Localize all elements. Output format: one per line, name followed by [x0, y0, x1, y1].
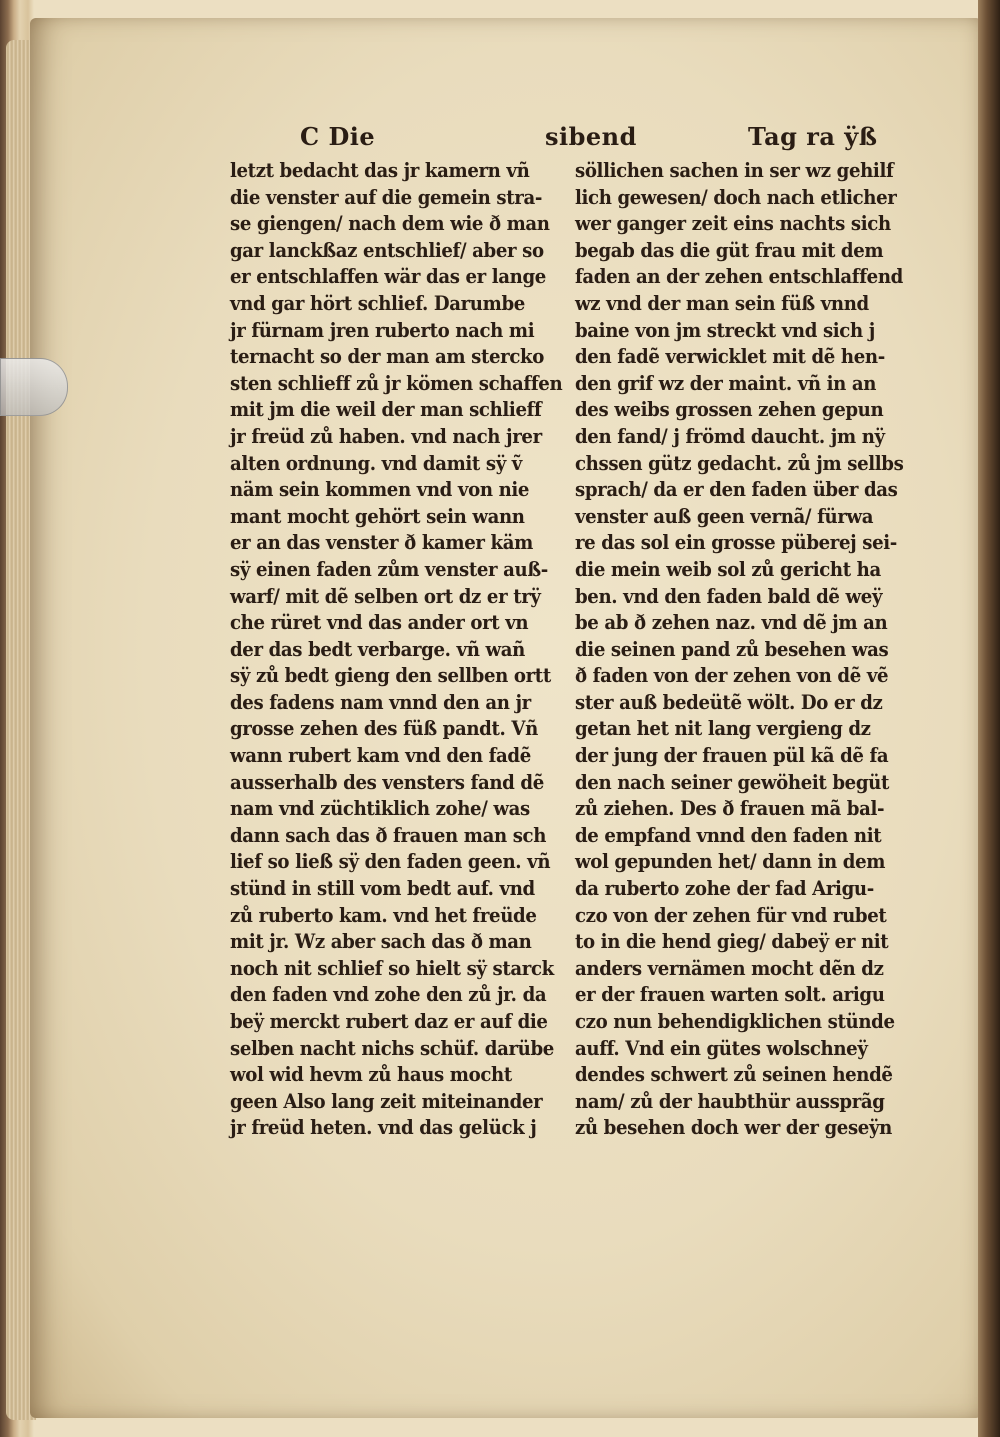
- text-line: sprach/ da er den faden über das: [575, 478, 898, 502]
- text-line: der das bedt verbarge. vñ wañ: [230, 637, 525, 661]
- text-line: wz vnd der man sein füß vnnd: [575, 291, 869, 315]
- text-line: die mein weib sol zů gericht ha: [575, 557, 881, 581]
- text-line: den grif wz der maint. vñ in an: [575, 371, 877, 395]
- text-line: den faden vnd zohe den zů jr. da: [230, 983, 547, 1007]
- text-line: zů ziehen. Des ð frauen mã bal-: [575, 797, 885, 821]
- bookmark-clip: [0, 358, 68, 416]
- text-line: den nach seiner gewöheit begüt: [575, 770, 889, 794]
- text-line: wol gepunden het/ dann in dem: [575, 850, 886, 874]
- text-line: zů besehen doch wer der geseÿn: [575, 1116, 892, 1140]
- text-line: er der frauen warten solt. arigu: [575, 983, 885, 1007]
- text-line: se giengen/ nach dem wie ð man: [230, 212, 550, 236]
- text-line: die venster auf die gemein stra-: [230, 185, 543, 209]
- text-line: zů ruberto kam. vnd het freüde: [230, 903, 537, 927]
- text-line: czo von der zehen für vnd rubet: [575, 903, 887, 927]
- text-line: geen Also lang zeit miteinander: [230, 1089, 543, 1113]
- text-line: be ab ð zehen naz. vnd dẽ jm an: [575, 611, 888, 635]
- text-line: wol wid hevm zů haus mocht: [230, 1063, 512, 1087]
- text-line: jr freüd zů haben. vnd nach jrer: [230, 424, 542, 448]
- text-line: auff. Vnd ein gütes wolschneÿ: [575, 1036, 868, 1060]
- text-line: letzt bedacht das jr kamern vñ: [230, 159, 530, 182]
- text-line: begab das die güt frau mit dem: [575, 238, 884, 262]
- text-line: getan het nit lang vergieng dz: [575, 717, 871, 741]
- text-line: wann rubert kam vnd den fadẽ: [230, 744, 531, 768]
- text-line: sÿ zů bedt gieng den sellben ortt: [230, 664, 551, 688]
- text-line: lich gewesen/ doch nach etlicher: [575, 185, 897, 209]
- text-line: lief so ließ sÿ den faden geen. vñ: [230, 850, 551, 874]
- text-line: gar lanckßaz entschlief/ aber so: [230, 238, 544, 262]
- text-line: dann sach das ð frauen man sch: [230, 823, 547, 847]
- text-line: venster auß geen vernã/ fürwa: [575, 504, 874, 528]
- text-column-left: [230, 158, 563, 1142]
- text-line: selben nacht nichs schüf. darübe: [230, 1036, 554, 1060]
- text-line: mit jm die weil der man schlieff: [230, 398, 542, 422]
- text-line: stünd in still vom bedt auf. vnd: [230, 877, 535, 901]
- text-line: mit jr. Wz aber sach das ð man: [230, 930, 532, 954]
- text-line: nam vnd züchtiklich zohe/ was: [230, 797, 530, 821]
- header-center: sibend: [545, 122, 637, 151]
- text-line: sten schlieff zů jr kömen schaffen: [230, 371, 563, 395]
- text-line: che rüret vnd das ander ort vn: [230, 611, 529, 635]
- text-line: anders vernämen mocht dẽn dz: [575, 956, 884, 980]
- text-line: ð faden von der zehen von dẽ vẽ: [575, 664, 889, 688]
- text-line: czo nun behendigklichen stünde: [575, 1010, 895, 1033]
- text-line: des weibs grossen zehen gepun: [575, 398, 884, 422]
- header-right: Tag ra ÿß: [748, 122, 878, 151]
- text-line: wer ganger zeit eins nachts sich: [575, 212, 891, 236]
- text-line: sÿ einen faden zům venster auß-: [230, 557, 548, 581]
- text-line: baine von jm streckt vnd sich j: [575, 318, 875, 342]
- text-line: näm sein kommen vnd von nie: [230, 478, 530, 502]
- text-line: nam/ zů der haubthür aussprãg: [575, 1089, 885, 1113]
- text-line: alten ordnung. vnd damit sÿ ṽ: [230, 451, 522, 475]
- text-line: jr fürnam jren ruberto nach mi: [230, 318, 535, 342]
- text-line: re das sol ein grosse püberej sei-: [575, 531, 897, 555]
- text-line: ben. vnd den faden bald dẽ weÿ: [575, 584, 883, 608]
- text-line: ster auß bedeütẽ wölt. Do er dz: [575, 690, 883, 714]
- running-header: [220, 122, 878, 156]
- text-line: faden an der zehen entschlaffend: [575, 265, 903, 289]
- text-line: söllichen sachen in ser wz gehilf: [575, 159, 894, 182]
- text-line: des fadens nam vnnd den an jr: [230, 690, 531, 714]
- book-page: [30, 18, 980, 1418]
- text-line: jr freüd heten. vnd das gelück j: [230, 1116, 537, 1140]
- text-column-right: [575, 158, 904, 1142]
- text-line: da ruberto zohe der fad Arigu-: [575, 877, 874, 901]
- text-line: der jung der frauen pül kã dẽ fa: [575, 744, 889, 768]
- text-line: den fand/ j frömd daucht. jm nÿ: [575, 424, 885, 448]
- text-line: ausserhalb des vensters fand dẽ: [230, 770, 544, 794]
- text-line: grosse zehen des füß pandt. Vñ: [230, 717, 538, 741]
- text-line: warf/ mit dẽ selben ort dz er trÿ: [230, 584, 541, 608]
- text-line: vnd gar hört schlief. Darumbe: [230, 291, 525, 315]
- binding-edge: [978, 0, 1000, 1437]
- text-line: noch nit schlief so hielt sÿ starck: [230, 956, 554, 980]
- text-line: ternacht so der man am stercko: [230, 345, 544, 369]
- text-line: de empfand vnnd den faden nit: [575, 823, 882, 847]
- text-line: chssen gütz gedacht. zů jm sellbs: [575, 451, 904, 475]
- text-line: beÿ merckt rubert daz er auf die: [230, 1010, 548, 1033]
- text-line: den fadẽ verwicklet mit dẽ hen-: [575, 345, 885, 369]
- text-line: er an das venster ð kamer käm: [230, 531, 533, 555]
- text-line: die seinen pand zů besehen was: [575, 637, 889, 661]
- text-block: [220, 122, 930, 1212]
- text-line: dendes schwert zů seinen hendẽ: [575, 1063, 893, 1087]
- text-line: er entschlaffen wär das er lange: [230, 265, 546, 289]
- text-line: mant mocht gehört sein wann: [230, 504, 525, 528]
- text-line: to in die hend gieg/ dabeÿ er nit: [575, 930, 889, 954]
- header-left: C Die: [300, 122, 376, 151]
